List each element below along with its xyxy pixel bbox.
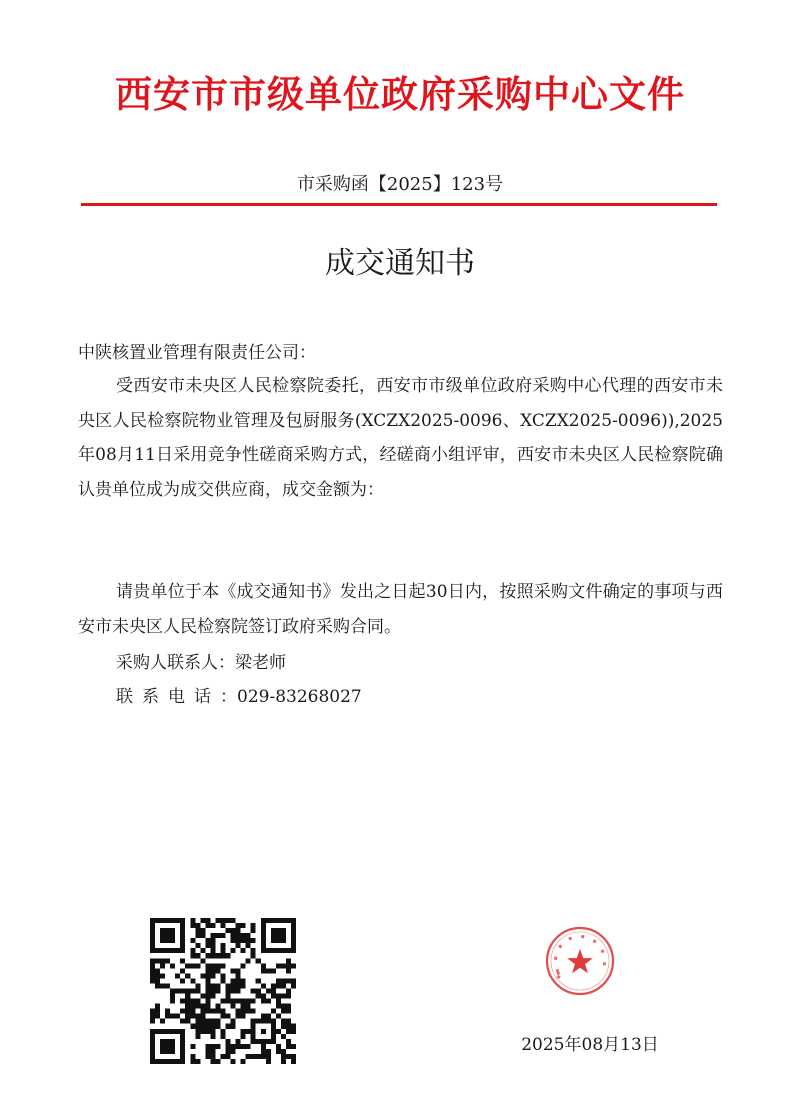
contact-phone-value: 029-83268027 <box>237 687 362 707</box>
notice-title: 成交通知书 <box>325 246 475 281</box>
contact-person-value: 梁老师 <box>235 653 286 673</box>
notice-paragraph-1: 受西安市未央区人民检察院委托，西安市市级单位政府采购中心代理的西安市未央区人民检察院物业管理及包厨服务(XCZX2025-0096、XCZX2025-0096)),2025年08月11日采用竞争性磋商采购方式，经磋商小组评审，西安市未央区人民检察院确认贵单位成为成交供应商，成交金额为： <box>78 376 723 500</box>
contact-phone-label: 联系电话 <box>116 687 220 707</box>
header-divider <box>81 203 717 206</box>
issue-date: 2025年08月13日 <box>521 1035 659 1055</box>
contact-person-label: 采购人联系人： <box>116 653 235 673</box>
document-number: 市采购函【2025】123号 <box>296 174 504 195</box>
addressee: 中陕核置业管理有限责任公司： <box>78 343 316 363</box>
contact-phone-separator: ： <box>220 687 237 707</box>
contact-phone-line <box>116 680 761 715</box>
qr-code-icon <box>150 918 296 1064</box>
notice-paragraph-2: 请贵单位于本《成交通知书》发出之日起30日内，按照采购文件确定的事项与西安市未央区人民检察院签订政府采购合同。 <box>78 582 723 637</box>
official-seal-icon <box>544 925 616 997</box>
header-title: 西安市市级单位政府采购中心文件 <box>115 73 685 116</box>
contact-person-line <box>116 646 761 681</box>
